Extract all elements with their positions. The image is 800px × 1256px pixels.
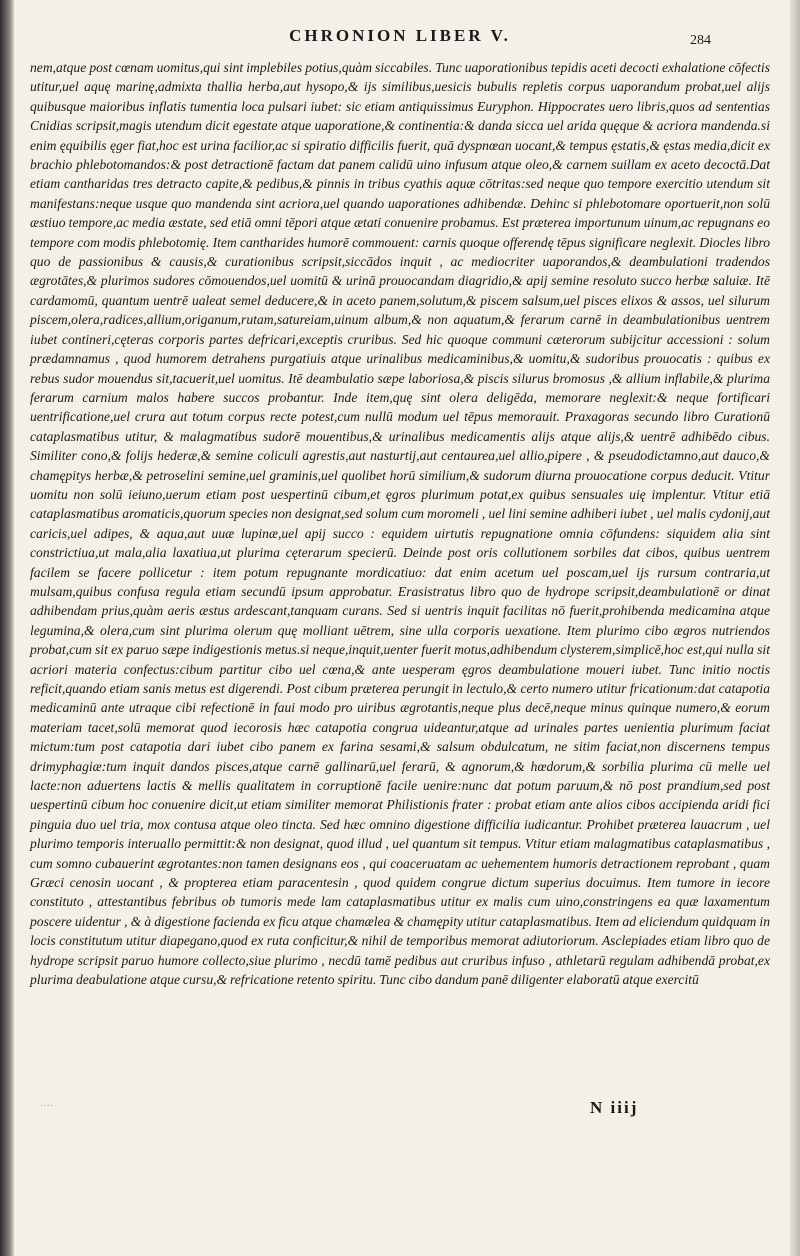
- page-edge: [790, 0, 800, 1256]
- running-title: CHRONION LIBER V.: [289, 26, 511, 45]
- book-gutter: [0, 0, 14, 1256]
- signature-mark: N iiij: [590, 1098, 639, 1117]
- page-number: 284: [690, 33, 711, 48]
- faded-stamp: ‥‥: [40, 1098, 54, 1109]
- body-text: nem,atque post cœnam uomitus,qui sint implebiles potius,quàm siccabiles. Tunc uaporationibus tepidis aceti decocti exhalatione cōfectis utitur,uel aquę marinę,admixta thallia herba,aut hysopo,& ijs similibus,uesicis bubulis repletis corpus uaporandum probat,uel alijs quibusque maioribus inflatis tumentia loca pulsari iubet: sic etiam antiquissimus Euryphon. Hippocrates uero libris,quos ad sententias Cnidias scripsit,magis utendum dicit egestate atque uaporatione,& continentia:& danda sicca uel arida quęque & acriora mandenda.si enim ęquibilis ęger fiat,hoc est urina facilior,ac si spiratio difficilis fuerit, quā dyspnœan uocant,& tempus ęstatis,& ęstas media,dicit ex brachio phlebotomandos:& post detractionē factam dat panem calidū uino infusum atque oleo,& carnem suillam ex aceto decoctā.Dat etiam cantharidas tres detracto capite,& pedibus,& pinnis in tribus cyathis aquæ cōtritas:sed neque quo tempore exercitio utendum sit manifestans:neque usque quo mandenda sint acriora,uel quando uaporationes adhibendæ. Dehinc si phlebotomare oportuerit,non solū æstiuo tempore,ac media æstate, sed etiā omni tēpori atque ætati conuenire probamus. Est præterea importunum uinum,ac repugnans eo tempore com modis phlebotomię. Item cantharides humorē commouent: carnis quoque offerendę tēpus significare neglexit. Diocles libro quo de passionibus & causis,& curationibus scripsit,siccādos inquit , ac mediocriter uaporandos,& deambulationi tradendos ægrotātes,& plurimos sudores cōmouendos,uel uomitū & urinā prouocandam diagridio,& apij semine resoluto succo herbæ saluiæ. Itē cardamomū, quantum uentrē ualeat semel deducere,& in aceto panem,solutum,& piscem salsum,uel pisces elixos & assos, uel silurum piscem,olera,radices,allium,origanum,rutam,satureiam,uinum album,& non aquatum,& ferarum carnē in deambulationibus uentrem iubet contineri,cęteras corporis partes defricari,exceptis cruribus. Sed hic quoque communi cæterorum subijcitur accessioni : solum prædamnamus , quod humorem detrahens purgatiuis atque urinalibus medicaminibus,& uomitu,& sudoribus prouocatis : quibus ex rebus sudor mouendus sit,tacuerit,uel uomitus. Itē deambulatio sæpe laboriosa,& piscis silurus bromosus ,& allium inflabile,& plurima ferarum carnium malos habere succos probantur. Inde item,quę sint olera deligēda, memorare neglexit:& neque fortificari uentrificatione,uel crura aut totum corpus recte potest,cum nullū modum uel tēpus memorauit. Praxagoras secundo libro Curationū cataplasmatibus utitur, & malagmatibus sudorē mouentibus,& urinalibus medicamentis alijs atque alijs,& uentrē adhibēdo cibus. Similiter cono,& folijs hederæ,& semine coliculi agrestis,aut nasturtij,aut centaurea,uel allio,pipere , & pseudodictamno,aut dauco,& chamępitys herbæ,& petroselini semine,uel graminis,uel quolibet horū similium,& sudorum diurna prouocatione corpus deducit. Vtitur uomitu non solū ieiuno,uerum etiam post uespertinū cibum,et ęgros plurimum potat,ex quibus sensuales uię implentur. Vtitur etiā cataplasmatibus aromaticis,quorum species non designat,sed solum cum moromeli , uel lini semine adhiberi iubet , uel malis cydonij,aut caricis,uel adipes, & aqua,aut uuæ lupinæ,uel apij succo : equidem uirtutis repugnatione omnia cōfundens: siquidem alia sint constrictiua,ut mala,alia laxatiua,ut plurima cęterarum specierū. Deinde post oris collutionem sorbiles dat cibos, quibus uentrem facilem se facere pollicetur : item potum repugnante mordicatiuo: dat enim acetum uel poscam,uel ijs rursum contraria,ut mulsam,quibus confusa regula etiam secundū ipsum approbatur. Erasistratus libro quo de hydrope scripsit,deambulationē or dinat adhibendam prius,quàm aeris æstus ardescant,tanquam curans. Sed si uentris inquit facilitas nō fuerit,prohibenda medicamina atque leguminа,& olera,cum sint plurima olerum quę molliant uētrem, sine ulla corporis uexatione. Item plurimo cibo ægros nutriendos probat,cum sit ex paruo sæpe indigestionis metus.si neque,inquit,uenter fuerit motus,adhibendum clysterem,simplicē,hoc est,qui nulla sit acriori materia confectus:cibum partitur cibo uel cœna,& ante uesperam ęgros deambulatione moueri iubet. Tunc initio noctis reficit,quando etiam sanis metus est digerendi. Post cibum præterea perungit in lectulo,& certo numero utitur fricationum:dat catapotia medicaminū ante utraque cibi refectionē in faui modo pro uiribus ægrotantis,neque plus decē,neque minus quinque numero,& eorum materiam tacet,solū memorat quod iecorosis hæc catapotia congrua uideantur,atque ad urinales partes uenientia plurimum faciat mictum:tum post catapotia dari iubet cibo panem ex farina sesami,& salsum obdulcatum, ne sitim faciat,non discernens tempus drimyphagiæ:tum inquit dandos pisces,atque carnē gallinarū,uel ferarū, & agnorum,& hœdorum,& sorbilia plurima cū melle uel lacte:non aduertens lactis & mellis qualitatem in corruptionē facile uenire:nunc dat potum paruum,& nō post prandium,sed post uespertinū cibum hoc conuenire dicit,ut etiam similiter memorat Philistionis frater : probat etiam ante alios cibos accipienda aridi fici pinguia duo uel tria, mox contusa atque oleo tincta. Sed hæc omnino digestione difficilia iudicantur. Prohibet præterea lauacrum , uel plurimo temporis interuallo permittit:& non designat, quod illud , uel quantum sit tempus. Vtitur etiam malagmatibus cataplasmatibus , cum somno cubauerint ægrotantes:non tamen designans eos , qui coaceruatam ac uehementem humoris detractionem reprobant , quam Græci cenosin uocant , & propterea etiam paracentesin , quod quidem congrue dictum superius docuimus. Item tumore in iecore constituto , attestantibus febribus ob tumoris mede lam cataplasmatibus utitur ex malis cum uino,constringens ea quæ laxamentum poscere uidentur , & à digestione facienda ex ficu atque chamælea & chamępity utitur cataplasmatibus. Item ad eliciendum quidquam in locis constitutum utitur diapegano,quod ex ruta conficitur,& nihil de temporibus memorat adiutoriorum. Asclepiades etiam libro quo de hydrope scripsit paruo humore collecto,siue plurimo , necdū tamē pedibus aut cruribus infuso , athletarū regulam adhibendā probat,ex plurima deabulatione atque cursu,& refricatione retento spiritu. Tunc cibo dandum panē diligenter elaboratū atque exercitū: [30, 60, 770, 988]
